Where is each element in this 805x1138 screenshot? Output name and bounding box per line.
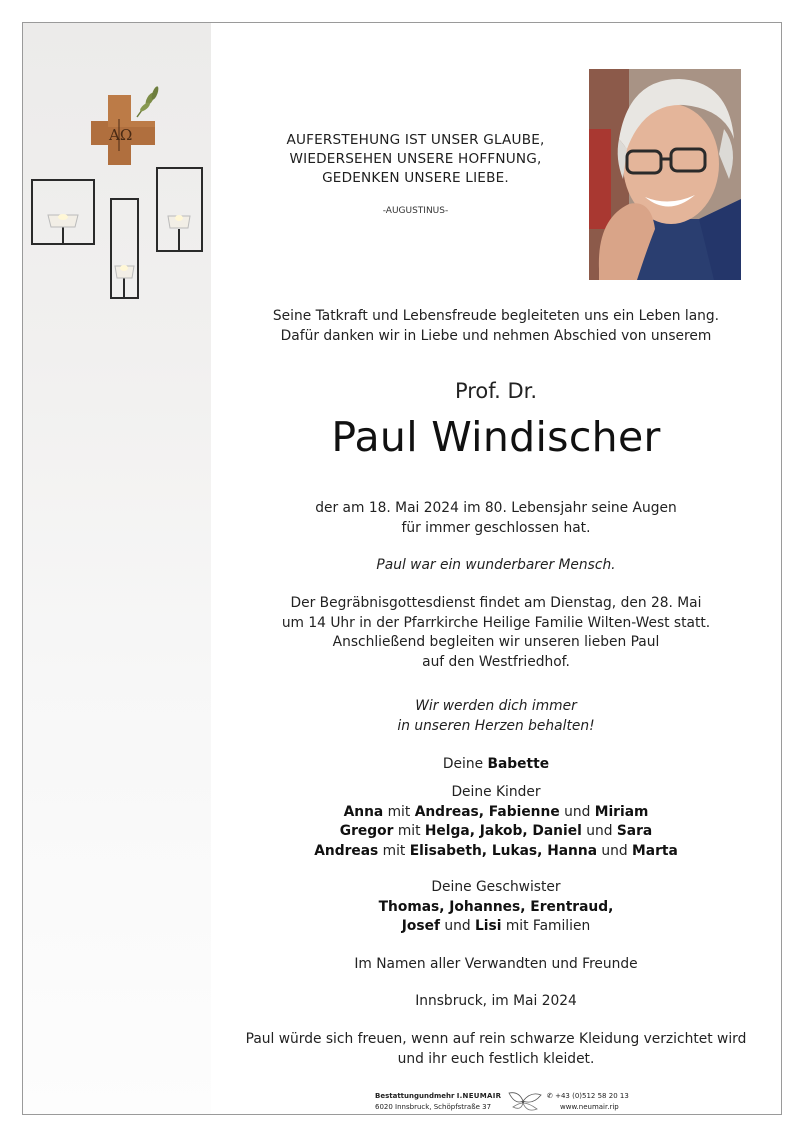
mourner-wife: [211, 755, 781, 775]
kid-connector: und: [564, 803, 591, 820]
candle-holder-right-icon: [157, 168, 202, 251]
kid-family-names: Miriam: [594, 803, 649, 820]
sibling-name: Josef: [401, 918, 440, 934]
siblings-line: [211, 917, 781, 937]
brand-name: I.NEUMAIR: [456, 1092, 502, 1100]
place-date: Innsbruck, im Mai 2024: [415, 993, 577, 1009]
kids-line: [211, 822, 781, 842]
intro-text: [211, 307, 781, 346]
remembrance-line: Wir werden dich immer: [415, 698, 577, 714]
kid-connector: und: [586, 823, 613, 839]
phone-number[interactable]: +43 (0)512 58 20 13: [555, 1092, 629, 1100]
closing-text: [211, 1030, 781, 1069]
kid-connector: mit: [387, 803, 411, 820]
intro-line: Dafür danken wir in Liebe und nehmen Abschied von unserem: [280, 327, 712, 344]
kid-family-names: Marta: [632, 842, 678, 859]
kid-connector: mit: [382, 842, 406, 859]
portrait-illustration: [589, 69, 741, 280]
phone: [547, 1092, 629, 1100]
brand: [375, 1092, 501, 1100]
funeral-text: [211, 594, 781, 672]
wife-label: Deine: [442, 756, 484, 772]
wall-decor-illustration: [23, 23, 211, 1116]
candle-holder-middle-icon: [111, 199, 138, 298]
funeral-line: um 14 Uhr in der Pfarrkirche Heilige Familie Wilten-West statt.: [281, 614, 711, 631]
side-image: [23, 23, 211, 1114]
deceased-name: Paul Windischer: [331, 413, 661, 461]
siblings-heading: Deine Geschwister: [431, 879, 561, 895]
remembrance-line: in unseren Herzen behalten!: [397, 717, 595, 734]
remembrance-text: [211, 697, 781, 736]
kid-family-names: Elisabeth, Lukas, Hanna: [409, 842, 598, 859]
kid-name: Gregor: [339, 823, 394, 839]
motto-source: -AUGUSTINUS-: [382, 206, 449, 216]
sibling-connector: mit Familien: [505, 918, 591, 934]
website-link[interactable]: www.neumair.rip: [560, 1103, 619, 1111]
mourner-siblings: [211, 878, 781, 937]
closing-line: und ihr euch festlich kleidet.: [397, 1050, 595, 1067]
death-text: [211, 499, 781, 538]
sibling-connector: und: [444, 918, 471, 934]
brand-prefix: Bestattungundmehr: [375, 1092, 455, 1100]
funeral-line: auf den Westfriedhof.: [422, 653, 570, 670]
portrait-photo: [589, 69, 741, 280]
tribute-text: Paul war ein wunderbarer Mensch.: [376, 557, 616, 573]
undertaker-footer: [375, 1088, 655, 1118]
wife-name: Babette: [487, 756, 550, 772]
death-line: der am 18. Mai 2024 im 80. Lebensjahr seine Augen: [315, 500, 677, 516]
motto-line: AUFERSTEHUNG IST UNSER GLAUBE,: [286, 132, 545, 148]
siblings-names: Thomas, Johannes, Erentraud,: [378, 898, 614, 915]
wooden-cross-icon: [91, 86, 160, 165]
others-text: Im Namen aller Verwandten und Freunde: [354, 956, 638, 972]
butterfly-logo-icon: [505, 1089, 545, 1115]
phone-icon: ✆: [547, 1092, 553, 1100]
kids-line: [211, 842, 781, 862]
funeral-line: Der Begräbnisgottesdienst findet am Dienstag, den 28. Mai: [290, 595, 702, 611]
funeral-line: Anschließend begleiten wir unseren lieben Paul: [332, 634, 660, 650]
kids-heading: Deine Kinder: [451, 784, 541, 800]
kid-family-names: Helga, Jakob, Daniel: [424, 823, 582, 839]
kid-connector: und: [601, 842, 628, 859]
motto-line: WIEDERSEHEN UNSERE HOFFNUNG,: [289, 151, 542, 167]
deceased-title: Prof. Dr.: [454, 379, 538, 403]
kid-name: Anna: [343, 803, 384, 820]
mourner-kids: [211, 783, 781, 861]
kid-family-names: Andreas, Fabienne: [414, 803, 560, 820]
motto-quote: [263, 131, 568, 188]
motto-line: GEDENKEN UNSERE LIEBE.: [322, 170, 509, 186]
undertaker-address: 6020 Innsbruck, Schöpfstraße 37: [375, 1103, 492, 1111]
siblings-line: [211, 898, 781, 918]
kid-family-names: Sara: [616, 823, 653, 839]
candle-holder-left-icon: [32, 180, 94, 244]
parte-card: [22, 22, 782, 1115]
sibling-name: Lisi: [474, 918, 502, 934]
kid-connector: mit: [397, 823, 421, 839]
death-line: für immer geschlossen hat.: [401, 519, 591, 536]
kids-line: [211, 803, 781, 823]
svg-text:ΑΩ: ΑΩ: [109, 126, 133, 144]
closing-line: Paul würde sich freuen, wenn auf rein schwarze Kleidung verzichtet wird: [245, 1031, 747, 1047]
intro-line: Seine Tatkraft und Lebensfreude begleiteten uns ein Leben lang.: [272, 308, 720, 324]
kid-name: Andreas: [314, 842, 379, 859]
